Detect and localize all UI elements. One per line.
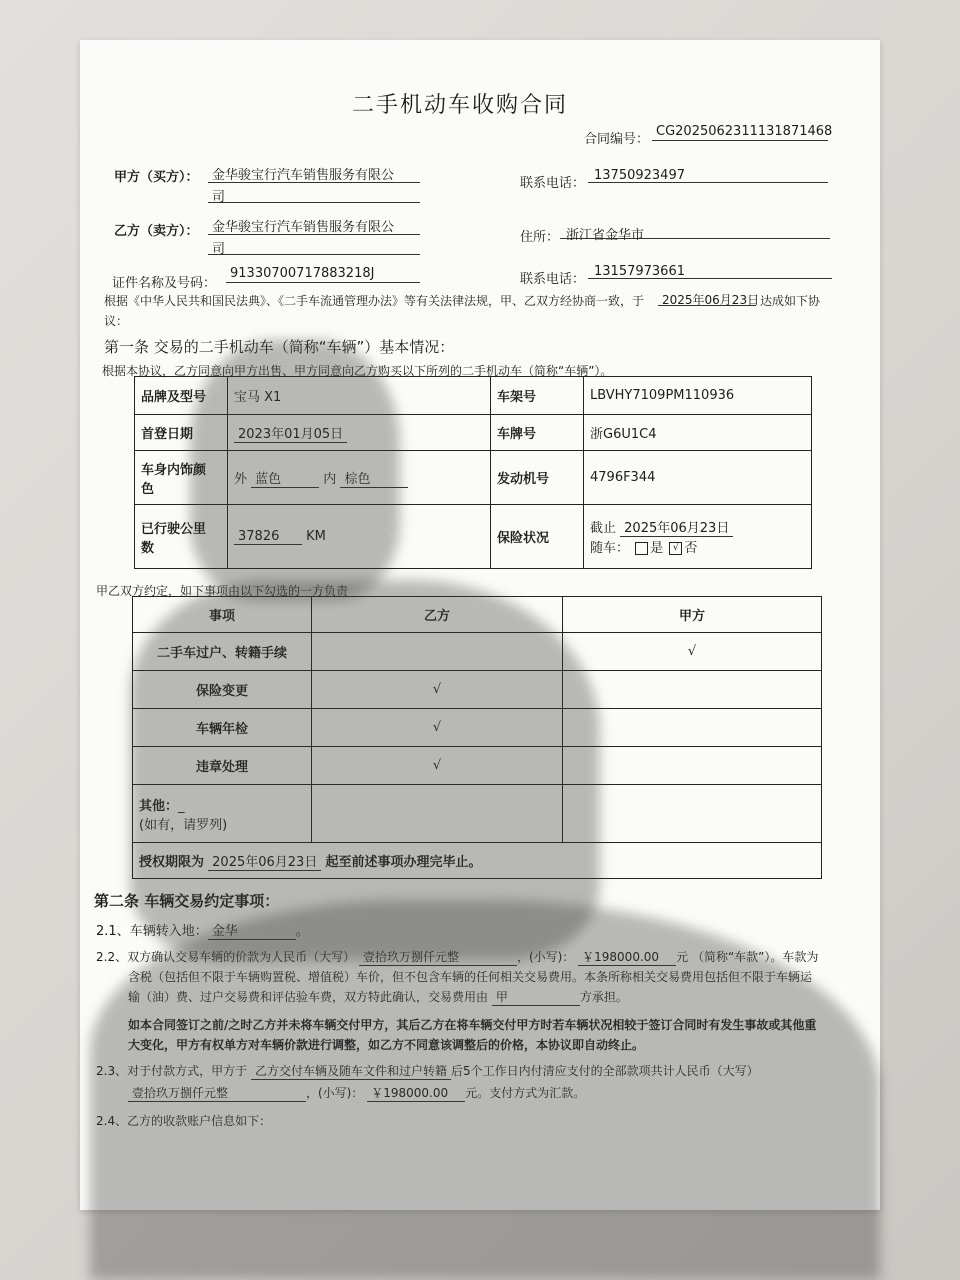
insurance-cell (584, 505, 812, 569)
bold-clause-l1: 如本合同签订之前/之时乙方并未将车辆交付甲方，其后乙方在将车辆交付甲方时若车辆状况相较于签订合同时有发生事故或其他重 (128, 1018, 817, 1032)
vehicle-info-table (134, 376, 812, 569)
ins-no-checkbox[interactable] (669, 542, 682, 555)
deadline-suffix: 起至前述事项办理完毕止。 (325, 854, 482, 870)
duties-other-b (312, 785, 563, 843)
mileage-cell (228, 505, 491, 569)
clause-2-4-text: 乙方的收款账户信息如下： (127, 1114, 272, 1128)
fee-payer: 甲 (492, 988, 580, 1006)
color-label-1: 车身内饰颜 (141, 462, 207, 478)
duties-row-a (563, 709, 822, 747)
vin-label: 车架号 (491, 377, 584, 415)
duties-row-item: 违章处理 (133, 747, 312, 785)
ins-with-label: 随车： (590, 541, 630, 556)
clause-2-3-l2b: 元。支付方式为汇款。 (465, 1086, 586, 1100)
id-doc-value: 91330700717883218J (230, 266, 375, 281)
clause-2-2-l2: 含税（包括但不限于车辆购置税、增值税）车价，但不包含车辆的任何相关交易费用。本条所称相关交易费用包括但不限于车辆运 (128, 970, 813, 984)
mileage-unit: KM (306, 528, 326, 544)
preamble-text-c: 议： (104, 314, 129, 328)
clause-2-2-num: 2.2、 (96, 950, 128, 964)
ins-yes-label: 是 (650, 541, 664, 556)
mileage-label-1: 已行驶公里 (141, 521, 207, 537)
duties-header-item: 事项 (133, 597, 312, 633)
clause-2-2-l1a: 双方确认交易车辆的价款为人民币（大写） (127, 950, 356, 964)
duties-other-cell (133, 785, 312, 843)
plate-label: 车牌号 (491, 415, 584, 451)
clause-2-1-value: 金华 (208, 920, 296, 940)
party-b-addr-label: 住所： (520, 230, 560, 245)
duties-row-a (563, 671, 822, 709)
reg-date-label: 首登日期 (135, 415, 228, 451)
duties-row-item: 保险变更 (133, 671, 312, 709)
check-mark-icon: √ (672, 543, 679, 553)
payment-lower: ￥198000.00 (367, 1084, 465, 1102)
clause-2-2-l1b: ，(小写)： (516, 950, 575, 964)
vin-value: LBVHY7109PM110936 (584, 377, 812, 415)
contract-no-label: 合同编号： (584, 132, 650, 147)
party-b-addr: 浙江省金华市 (566, 228, 645, 243)
duties-header-b: 乙方 (312, 597, 563, 633)
duties-deadline-cell (133, 843, 822, 879)
party-a-label: 甲方（买方）： (114, 170, 199, 185)
duties-row-b: √ (312, 671, 563, 709)
ins-no-label: 否 (684, 541, 698, 556)
deadline-label: 授权期限为 (139, 854, 205, 870)
plate-value: 浙G6U1C4 (584, 415, 812, 451)
price-upper: 壹拾玖万捌仟元整 (359, 948, 517, 966)
clause-2-2-l3a: 输（油）费、过户交易费和评估验车费，双方特此确认，交易费用由 (128, 990, 489, 1004)
color-out-value: 蓝色 (251, 468, 319, 488)
party-b-name-2: 司 (212, 242, 226, 257)
brand-label: 品牌及型号 (135, 377, 228, 415)
clause-2-3-line1 (96, 1062, 759, 1080)
duties-other-blank: _ (178, 798, 185, 814)
payment-condition: 乙方交付车辆及随车文件和过户转籍 (251, 1062, 451, 1080)
duties-row-b (312, 633, 563, 671)
party-b-phone-label: 联系电话： (520, 272, 586, 287)
color-in-label: 内 (323, 471, 337, 487)
article1-intro: 根据本协议，乙方同意向甲方出售、甲方同意向乙方购买以下所列的二手机动车（简称“车辆”）。 (102, 364, 613, 378)
deadline-value: 2025年06月23日 (208, 851, 321, 871)
duties-header-a: 甲方 (563, 597, 822, 633)
reg-date-value: 2023年01月05日 (234, 423, 347, 443)
clause-2-3-l1b: 后5个工作日内付清应支付的全部款项共计人民币（大写） (450, 1064, 759, 1078)
duties-other-label: 其他： (139, 798, 179, 814)
clause-2-1-text: 车辆转入地： (129, 924, 208, 939)
duties-row-item: 车辆年检 (133, 709, 312, 747)
preamble-date: 2025年06月23日 (662, 293, 760, 307)
mileage-value: 37826 (234, 529, 302, 545)
id-doc-label: 证件名称及号码： (112, 276, 217, 291)
party-a-name-1: 金华骏宝行汽车销售服务有限公 (212, 168, 395, 183)
clause-2-3-num: 2.3、 (96, 1064, 128, 1078)
clause-2-1 (96, 920, 309, 940)
color-in-value: 棕色 (340, 468, 408, 488)
clause-2-3-l2a: ，(小写)： (306, 1086, 364, 1100)
color-label-2: 色 (141, 481, 155, 497)
price-lower: ￥198000.00 (578, 948, 676, 966)
party-b-label: 乙方（卖方）： (114, 224, 199, 239)
duties-row-b: √ (312, 747, 563, 785)
clause-2-3-l1a: 对于付款方式，甲方于 (127, 1064, 248, 1078)
duties-row-item: 二手车过户、转籍手续 (133, 633, 312, 671)
clause-2-4 (96, 1112, 271, 1129)
duties-table (132, 596, 822, 879)
clause-2-1-num: 2.1、 (96, 924, 130, 939)
insurance-label: 保险状况 (491, 505, 584, 569)
duties-row-a: √ (563, 633, 822, 671)
color-out-label: 外 (234, 471, 248, 487)
article2-heading: 第二条 车辆交易约定事项： (94, 892, 280, 910)
mileage-label-2: 数 (141, 540, 155, 556)
party-a-phone-label: 联系电话： (520, 176, 586, 191)
clause-2-2-l1c: 元 （简称“车款”）。车款为 (676, 950, 819, 964)
mileage-label (135, 505, 228, 569)
payment-upper: 壹拾玖万捌仟元整 (128, 1084, 306, 1102)
clause-2-2-l3b: 方承担。 (579, 990, 628, 1004)
clause-2-2-line3 (128, 988, 628, 1006)
duties-other-a (563, 785, 822, 843)
clause-2-1-end: 。 (295, 924, 309, 939)
duties-other-note: (如有，请罗列) (139, 817, 228, 833)
document-title: 二手机动车收购合同 (352, 93, 569, 118)
article1-heading: 第一条 交易的二手机动车（简称“车辆”）基本情况： (104, 338, 455, 356)
party-a-phone: 13750923497 (594, 168, 685, 183)
ins-until-label: 截止 (590, 521, 617, 536)
bold-clause-l2: 大变化，甲方有权单方对车辆价款进行调整，如乙方不同意该调整后的价格，本协议即自动终止。 (128, 1038, 645, 1052)
clause-2-4-num: 2.4、 (96, 1114, 128, 1128)
brand-value: 宝马 X1 (228, 377, 491, 415)
clause-2-3-line2 (128, 1084, 585, 1102)
party-b-name-1: 金华骏宝行汽车销售服务有限公 (212, 220, 395, 235)
contract-no-value: CG2025062311131871468 (656, 124, 833, 139)
party-a-name-2: 司 (212, 190, 226, 205)
ins-yes-checkbox[interactable] (635, 542, 648, 555)
reg-date-cell (228, 415, 491, 451)
color-cell (228, 451, 491, 505)
party-b-phone: 13157973661 (594, 264, 685, 279)
engine-value: 4796F344 (584, 451, 812, 505)
duties-intro: 甲乙双方约定，如下事项由以下勾选的一方负责 (96, 584, 349, 598)
preamble-text-b: 达成如下协 (760, 294, 821, 308)
clause-2-2-line1 (96, 948, 818, 966)
duties-row-b: √ (312, 709, 563, 747)
engine-label: 发动机号 (491, 451, 584, 505)
ins-until-value: 2025年06月23日 (620, 517, 733, 537)
preamble-text-a: 根据《中华人民共和国民法典》、《二手车流通管理办法》等有关法律法规，甲、乙双方经协商一致，于 (104, 294, 645, 308)
duties-row-a (563, 747, 822, 785)
color-label (135, 451, 228, 505)
